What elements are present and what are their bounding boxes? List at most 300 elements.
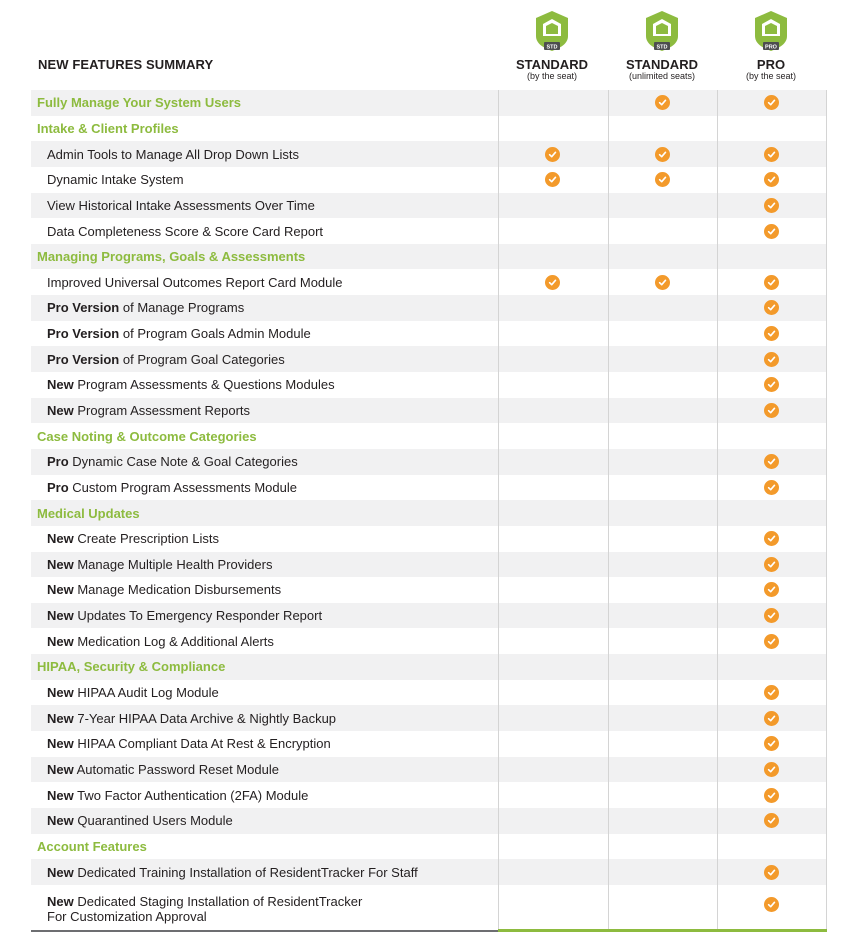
feature-prefix: Pro Version xyxy=(47,300,120,316)
feature-row xyxy=(31,552,827,578)
category-label: Medical Updates xyxy=(37,505,140,521)
feature-label xyxy=(47,731,331,757)
column-divider xyxy=(608,116,609,142)
feature-text: Manage Multiple Health Providers xyxy=(73,556,273,572)
column-divider xyxy=(717,372,718,398)
checkmark-glyph xyxy=(767,714,776,723)
house-shield-icon xyxy=(533,8,571,54)
feature-row xyxy=(31,218,827,244)
check-circle-icon xyxy=(655,172,670,187)
column-divider xyxy=(826,731,827,757)
feature-row xyxy=(31,193,827,219)
checkmark-glyph xyxy=(767,380,776,389)
column-divider xyxy=(498,654,499,680)
column-divider xyxy=(826,782,827,808)
checkmark-glyph xyxy=(767,150,776,159)
column-divider xyxy=(498,244,499,270)
feature-label xyxy=(47,526,219,552)
features-table xyxy=(31,90,827,929)
column-divider xyxy=(608,859,609,885)
column-divider xyxy=(717,167,718,193)
column-divider xyxy=(826,577,827,603)
checkmark-glyph xyxy=(767,406,776,415)
checkmark-glyph xyxy=(767,765,776,774)
checkmark-glyph xyxy=(767,329,776,338)
check-circle-icon xyxy=(545,147,560,162)
feature-text: Dedicated Training Installation of ResidentTracker For Staff xyxy=(73,864,418,880)
column-divider xyxy=(608,808,609,834)
checkmark-glyph xyxy=(658,150,667,159)
column-divider xyxy=(717,552,718,578)
checkmark-glyph xyxy=(767,637,776,646)
plan-subtitle: (by the seat) xyxy=(745,71,797,81)
column-divider xyxy=(498,269,499,295)
checkmark-glyph xyxy=(658,98,667,107)
feature-label xyxy=(47,782,308,808)
checkmark-glyph xyxy=(767,355,776,364)
column-divider xyxy=(608,834,609,860)
feature-text: Automatic Password Reset Module xyxy=(73,761,279,777)
column-divider xyxy=(826,116,827,142)
column-divider xyxy=(498,782,499,808)
column-divider xyxy=(717,808,718,834)
column-divider xyxy=(608,372,609,398)
plan-header-3 xyxy=(716,8,826,82)
checkmark-glyph xyxy=(548,175,557,184)
check-circle-icon xyxy=(764,377,779,392)
feature-label xyxy=(47,141,299,167)
feature-prefix: New xyxy=(47,893,74,909)
feature-row xyxy=(31,295,827,321)
feature-prefix: Pro Version xyxy=(47,351,120,367)
check-circle-icon xyxy=(764,634,779,649)
feature-row xyxy=(31,526,827,552)
plan-header-1 xyxy=(497,8,607,82)
check-circle-icon xyxy=(545,275,560,290)
column-divider xyxy=(826,654,827,680)
checkmark-glyph xyxy=(767,483,776,492)
column-divider xyxy=(608,475,609,501)
category-label: Case Noting & Outcome Categories xyxy=(37,428,257,444)
check-circle-icon xyxy=(764,95,779,110)
check-circle-icon xyxy=(764,736,779,751)
check-circle-icon xyxy=(764,865,779,880)
feature-label xyxy=(47,808,233,834)
category-row xyxy=(31,834,827,860)
checkmark-glyph xyxy=(548,150,557,159)
category-row xyxy=(31,90,827,116)
column-divider xyxy=(608,141,609,167)
check-circle-icon xyxy=(764,480,779,495)
column-divider xyxy=(717,116,718,142)
feature-row xyxy=(31,372,827,398)
column-divider xyxy=(826,500,827,526)
category-row xyxy=(31,244,827,270)
category-row xyxy=(31,423,827,449)
column-divider xyxy=(717,500,718,526)
column-divider xyxy=(826,218,827,244)
column-divider xyxy=(498,885,499,929)
column-divider xyxy=(498,346,499,372)
feature-prefix: New xyxy=(47,633,74,649)
column-divider xyxy=(498,628,499,654)
feature-text: Create Prescription Lists xyxy=(73,531,219,547)
check-circle-icon xyxy=(764,352,779,367)
column-divider xyxy=(498,449,499,475)
column-divider xyxy=(717,577,718,603)
plan-header-2 xyxy=(607,8,717,82)
column-divider xyxy=(608,346,609,372)
plan-column-accent xyxy=(717,929,827,932)
column-divider xyxy=(826,885,827,929)
category-label: Fully Manage Your System Users xyxy=(37,95,241,111)
feature-text: of Program Goals Admin Module xyxy=(119,326,311,342)
column-divider xyxy=(717,269,718,295)
feature-text: Program Assessments & Questions Modules xyxy=(73,377,335,393)
column-divider xyxy=(608,269,609,295)
checkmark-glyph xyxy=(767,688,776,697)
feature-label xyxy=(47,859,418,885)
check-circle-icon xyxy=(764,403,779,418)
column-divider xyxy=(498,90,499,116)
column-divider xyxy=(498,500,499,526)
feature-text: Medication Log & Additional Alerts xyxy=(73,633,274,649)
column-divider xyxy=(498,680,499,706)
feature-label xyxy=(47,269,343,295)
column-divider xyxy=(498,423,499,449)
feature-text: Quarantined Users Module xyxy=(73,813,233,829)
feature-text: Improved Universal Outcomes Report Card Module xyxy=(47,274,343,290)
plan-name: STANDARD xyxy=(516,57,588,72)
column-divider xyxy=(717,885,718,929)
column-divider xyxy=(717,90,718,116)
feature-label xyxy=(47,346,285,372)
column-divider xyxy=(826,167,827,193)
house-shield-icon xyxy=(752,8,790,54)
feature-label xyxy=(47,295,244,321)
checkmark-glyph xyxy=(767,791,776,800)
check-circle-icon xyxy=(764,582,779,597)
feature-row xyxy=(31,859,827,885)
column-divider xyxy=(717,705,718,731)
feature-prefix: New xyxy=(47,403,74,418)
column-divider xyxy=(826,859,827,885)
feature-text: HIPAA Audit Log Module xyxy=(73,685,219,701)
feature-row xyxy=(31,141,827,167)
plan-subtitle: (unlimited seats) xyxy=(628,71,696,81)
column-divider xyxy=(498,552,499,578)
column-divider xyxy=(608,680,609,706)
feature-label xyxy=(47,628,274,654)
feature-prefix: New xyxy=(47,531,74,547)
column-divider xyxy=(826,269,827,295)
check-circle-icon xyxy=(545,172,560,187)
feature-row xyxy=(31,577,827,603)
column-divider xyxy=(608,782,609,808)
category-label: Managing Programs, Goals & Assessments xyxy=(37,249,306,265)
feature-row xyxy=(31,757,827,783)
column-divider xyxy=(608,321,609,347)
column-divider xyxy=(717,218,718,244)
checkmark-glyph xyxy=(658,175,667,184)
feature-row xyxy=(31,321,827,347)
check-circle-icon xyxy=(764,711,779,726)
column-divider xyxy=(608,757,609,783)
column-divider xyxy=(498,475,499,501)
feature-text: Dynamic Case Note & Goal Categories xyxy=(68,454,298,470)
checkmark-glyph xyxy=(767,611,776,620)
column-divider xyxy=(717,295,718,321)
column-divider xyxy=(717,321,718,347)
column-divider xyxy=(608,654,609,680)
category-row xyxy=(31,500,827,526)
column-divider xyxy=(608,90,609,116)
feature-text: View Historical Intake Assessments Over Time xyxy=(47,197,315,213)
column-divider xyxy=(826,757,827,783)
check-circle-icon xyxy=(764,454,779,469)
column-divider xyxy=(498,193,499,219)
column-divider xyxy=(826,808,827,834)
column-divider xyxy=(608,500,609,526)
column-divider xyxy=(498,167,499,193)
column-divider xyxy=(717,398,718,424)
category-label: Account Features xyxy=(37,838,147,854)
column-divider xyxy=(608,628,609,654)
feature-label xyxy=(47,321,311,347)
feature-text: Custom Program Assessments Module xyxy=(68,479,297,495)
feature-row xyxy=(31,731,827,757)
feature-row xyxy=(31,167,827,193)
plan-name: STANDARD xyxy=(626,57,698,72)
column-divider xyxy=(608,577,609,603)
column-divider xyxy=(608,423,609,449)
column-divider xyxy=(717,423,718,449)
plan-column-accent xyxy=(498,929,608,932)
feature-row xyxy=(31,269,827,295)
feature-row xyxy=(31,475,827,501)
check-circle-icon xyxy=(764,608,779,623)
feature-prefix: Pro Version xyxy=(47,326,120,342)
category-label: Intake & Client Profiles xyxy=(37,120,179,136)
feature-label xyxy=(47,603,322,629)
feature-text: Manage Medication Disbursements xyxy=(73,582,282,598)
check-circle-icon xyxy=(655,147,670,162)
feature-label xyxy=(47,475,297,501)
column-divider xyxy=(717,782,718,808)
feature-prefix: New xyxy=(47,582,74,598)
check-circle-icon xyxy=(764,531,779,546)
table-header xyxy=(0,0,857,90)
column-divider xyxy=(826,705,827,731)
feature-row xyxy=(31,680,827,706)
column-divider xyxy=(498,295,499,321)
column-divider xyxy=(498,808,499,834)
check-circle-icon xyxy=(764,198,779,213)
column-divider xyxy=(608,218,609,244)
feature-row xyxy=(31,885,827,929)
checkmark-glyph xyxy=(548,278,557,287)
house-shield-icon xyxy=(643,8,681,54)
feature-row xyxy=(31,346,827,372)
category-label: HIPAA, Security & Compliance xyxy=(37,659,226,675)
column-divider xyxy=(826,193,827,219)
check-circle-icon xyxy=(655,275,670,290)
column-divider xyxy=(498,603,499,629)
feature-prefix: New xyxy=(47,761,74,777)
column-divider xyxy=(826,398,827,424)
column-divider xyxy=(717,346,718,372)
column-divider xyxy=(498,116,499,142)
feature-row xyxy=(31,398,827,424)
checkmark-glyph xyxy=(767,278,776,287)
column-divider xyxy=(608,603,609,629)
feature-prefix: New xyxy=(47,813,74,829)
feature-prefix: New xyxy=(47,736,74,752)
plan-badge: STD xyxy=(546,44,558,51)
column-divider xyxy=(608,244,609,270)
column-divider xyxy=(717,449,718,475)
column-divider xyxy=(826,372,827,398)
check-circle-icon xyxy=(764,557,779,572)
feature-label xyxy=(47,680,219,706)
feature-text: of Manage Programs xyxy=(119,300,245,316)
column-divider xyxy=(826,475,827,501)
feature-label xyxy=(47,398,250,424)
checkmark-glyph xyxy=(767,560,776,569)
column-divider xyxy=(717,141,718,167)
feature-label xyxy=(47,449,298,475)
column-divider xyxy=(826,526,827,552)
column-divider xyxy=(608,552,609,578)
column-divider xyxy=(498,218,499,244)
feature-prefix: New xyxy=(47,608,74,624)
feature-text: of Program Goal Categories xyxy=(119,351,285,367)
feature-label xyxy=(47,372,335,398)
column-divider xyxy=(498,577,499,603)
column-divider xyxy=(608,449,609,475)
feature-text: Data Completeness Score & Score Card Report xyxy=(47,223,324,239)
check-circle-icon xyxy=(764,788,779,803)
feature-text: Dedicated Staging Installation of ResidentTracker For Customization Approval xyxy=(47,893,363,924)
column-divider xyxy=(608,731,609,757)
column-divider xyxy=(498,859,499,885)
feature-text: Updates To Emergency Responder Report xyxy=(73,608,323,624)
column-divider xyxy=(826,449,827,475)
column-divider xyxy=(498,705,499,731)
column-divider xyxy=(717,244,718,270)
column-divider xyxy=(717,731,718,757)
check-circle-icon xyxy=(764,172,779,187)
feature-row xyxy=(31,808,827,834)
checkmark-glyph xyxy=(767,175,776,184)
checkmark-glyph xyxy=(767,534,776,543)
check-circle-icon xyxy=(764,300,779,315)
feature-text: HIPAA Compliant Data At Rest & Encryption xyxy=(73,736,331,752)
column-divider xyxy=(608,398,609,424)
feature-label xyxy=(47,552,272,578)
column-divider xyxy=(717,193,718,219)
column-divider xyxy=(826,552,827,578)
column-divider xyxy=(717,757,718,783)
column-divider xyxy=(498,141,499,167)
feature-label xyxy=(47,193,315,219)
checkmark-glyph xyxy=(658,278,667,287)
column-divider xyxy=(717,680,718,706)
checkmark-glyph xyxy=(767,739,776,748)
column-divider xyxy=(717,526,718,552)
check-circle-icon xyxy=(764,326,779,341)
feature-prefix: New xyxy=(47,864,74,880)
column-divider xyxy=(717,475,718,501)
column-divider xyxy=(826,628,827,654)
column-divider xyxy=(498,834,499,860)
feature-row xyxy=(31,782,827,808)
check-circle-icon xyxy=(764,685,779,700)
column-divider xyxy=(826,603,827,629)
plan-name: PRO xyxy=(756,57,786,72)
check-circle-icon xyxy=(764,275,779,290)
checkmark-glyph xyxy=(767,868,776,877)
feature-label xyxy=(47,705,336,731)
column-divider xyxy=(826,834,827,860)
column-divider xyxy=(498,731,499,757)
check-circle-icon xyxy=(764,897,779,912)
feature-text: Program Assessment Reports xyxy=(73,403,251,418)
column-divider xyxy=(608,193,609,219)
column-divider xyxy=(826,90,827,116)
feature-prefix: New xyxy=(47,710,74,726)
feature-text: Two Factor Authentication (2FA) Module xyxy=(73,787,309,803)
feature-label xyxy=(47,167,184,193)
column-divider xyxy=(498,372,499,398)
feature-prefix: New xyxy=(47,787,74,803)
feature-row xyxy=(31,705,827,731)
plan-column-accent xyxy=(608,929,718,932)
feature-text: Dynamic Intake System xyxy=(47,172,184,188)
checkmark-glyph xyxy=(767,816,776,825)
checkmark-glyph xyxy=(767,585,776,594)
column-divider xyxy=(498,321,499,347)
checkmark-glyph xyxy=(767,98,776,107)
feature-row xyxy=(31,628,827,654)
check-circle-icon xyxy=(764,762,779,777)
column-divider xyxy=(826,321,827,347)
column-divider xyxy=(826,295,827,321)
feature-prefix: New xyxy=(47,377,74,393)
feature-row xyxy=(31,449,827,475)
feature-label xyxy=(47,218,323,244)
column-divider xyxy=(498,398,499,424)
checkmark-glyph xyxy=(767,201,776,210)
column-divider xyxy=(498,757,499,783)
feature-prefix: Pro xyxy=(47,454,69,470)
category-row xyxy=(31,116,827,142)
column-divider xyxy=(717,834,718,860)
check-circle-icon xyxy=(764,147,779,162)
column-divider xyxy=(826,346,827,372)
checkmark-glyph xyxy=(767,227,776,236)
column-divider xyxy=(608,167,609,193)
column-divider xyxy=(608,295,609,321)
feature-text: 7-Year HIPAA Data Archive & Nightly Backup xyxy=(73,710,337,726)
plan-subtitle: (by the seat) xyxy=(526,71,578,81)
column-divider xyxy=(608,885,609,929)
feature-row xyxy=(31,603,827,629)
column-divider xyxy=(717,603,718,629)
column-divider xyxy=(498,526,499,552)
feature-text: Admin Tools to Manage All Drop Down Lists xyxy=(47,146,299,162)
plan-badge: PRO xyxy=(765,44,777,51)
